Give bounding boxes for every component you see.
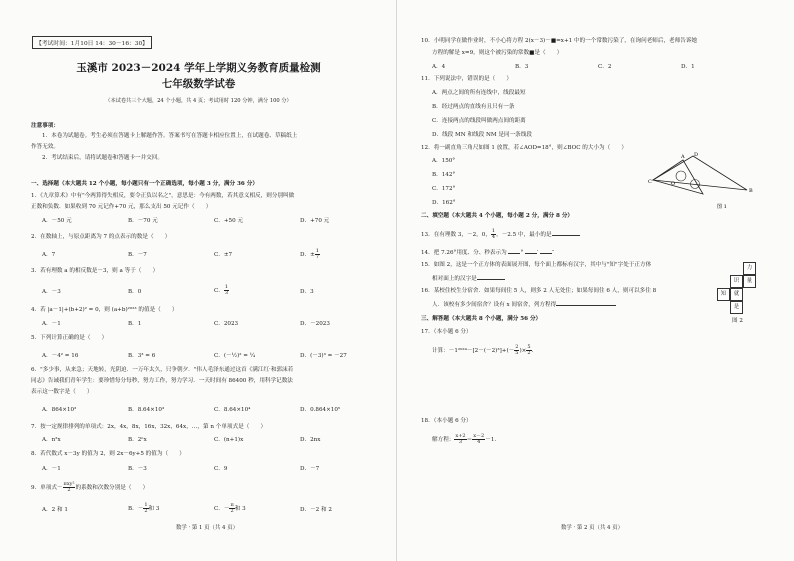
- q14-stem: [421, 248, 554, 257]
- q11-option-b: B．经过两点的直线有且只有一条: [432, 104, 515, 110]
- q12-option-c: C．172°: [432, 186, 456, 192]
- q5-option-d: D．(－3)³ = －27: [300, 353, 347, 359]
- q1-option-b: B．－70 元: [128, 218, 158, 224]
- cube-face-shi: 识: [730, 275, 743, 288]
- q10-stem-line2: 方程的解是 x=9，则这个被污染的常数■是（ ）: [432, 50, 563, 56]
- footer-page-1: 数学 · 第 1 页（共 4 页）: [176, 525, 238, 531]
- footer-page-2: 数学 · 第 2 页（共 4 页）: [561, 525, 623, 531]
- q6-option-a: A．864×10²: [42, 407, 77, 413]
- exam-subtitle: （本试卷共三个大题，24 个小题，共 4 页；考试用时 120 分钟，满分 100 分）: [105, 98, 292, 104]
- q13-prefix: 13．在有理数 3，－2，0，: [421, 232, 491, 238]
- fig1-point-o: O: [671, 181, 676, 187]
- q3-option-c: [214, 285, 229, 296]
- q14-unit-deg: °: [520, 250, 524, 256]
- cube-face-liang: 量: [743, 275, 756, 288]
- q3-option-b: B．0: [128, 289, 142, 295]
- q16-line2-text: 人．该校有多少间宿舍？设有 x 间宿舍，列方程得: [432, 302, 557, 308]
- q16-stem-line1: 16．某校住校生分宿舍．如果每间住 5 人，则多 2 人无处住；如果每间住 6 人，则可以多住 8: [421, 288, 657, 294]
- q10-option-b: B．3: [515, 64, 529, 70]
- q3-c-den: 3: [224, 290, 229, 296]
- q5-option-b: B．3³ = 6: [128, 353, 156, 359]
- q15-answer-blank: [477, 274, 505, 280]
- cube-face-zhi: 知: [717, 288, 730, 301]
- exam-time-box: 【考试时间：1月10日 14：30－16：30】: [32, 36, 152, 49]
- q13-answer-blank: [552, 230, 580, 236]
- q15-stem-line1: 15．如图 2，这是一个正方体的表面展开图，每个面上都标有汉字，其中与"知"字处于正方体: [421, 262, 652, 268]
- q2-option-b: B．－7: [128, 252, 147, 258]
- q9-option-c: [214, 503, 246, 514]
- q16-stem-line2: [432, 300, 616, 309]
- q1-option-c: C．+50 元: [214, 218, 244, 224]
- q9-option-a: A．2 和 1: [42, 507, 68, 513]
- q10-option-a: A．4: [432, 64, 446, 70]
- q18-op: ＝: [466, 437, 473, 443]
- q7-option-a: A．n²x: [42, 437, 61, 443]
- q1-stem-line1: 1．《九章算术》中有"今两算得失相反，要令正负以名之"，意思是：今有两数，若其意义相反，则分别叫做: [31, 193, 295, 199]
- q12-option-b: B．142°: [432, 172, 456, 178]
- q9-c-suffix: 和 3: [234, 506, 246, 512]
- section-1-heading: 一、选择题（本大题共 12 个小题，每小题只有一个正确选项，每小题 3 分，满分 36 分）: [31, 181, 258, 187]
- q2-d-num: 1: [315, 248, 319, 254]
- notes-item-1-cont: 作答无效。: [31, 144, 59, 150]
- q5-stem: 5．下列计算正确的是（ ）: [31, 335, 108, 341]
- q4-stem: 4．若 |a－1|+(b+2)² = 0，则 (a+b)²⁰²³ 的值是（ ）: [31, 307, 178, 313]
- q9-b-den: 2: [144, 508, 148, 514]
- q6-option-c: C．8.64×10⁴: [214, 407, 251, 413]
- q11-option-c: C．连接两点的线段叫做两点间的距离: [432, 118, 526, 124]
- q17-den1: 5: [515, 350, 519, 356]
- q17-expr-suffix: .: [531, 348, 534, 354]
- q18-num2: x－2: [473, 433, 485, 439]
- q9-b-suffix: 和 3: [148, 506, 160, 512]
- q8-option-c: C．9: [214, 466, 228, 472]
- q5-option-c: C．(－½)² = ¼: [214, 353, 256, 359]
- q11-option-a: A．两点之间的所有连线中，线段最短: [432, 90, 526, 96]
- exam-subject-title: 七年级数学试卷: [161, 78, 236, 90]
- section-2-heading: 二、填空题（本大题共 4 个小题，每小题 2 分，满分 8 分）: [421, 213, 574, 219]
- q9-stem-prefix: 9．单项式－: [31, 485, 63, 491]
- q5-option-a: A．－4² = 16: [42, 353, 79, 359]
- q13-num: 1: [491, 228, 496, 234]
- q3-option-c-prefix: C．: [214, 288, 224, 294]
- q9-stem: [31, 482, 148, 493]
- q14-text: 14．把 7.26°用度、分、秒表示为: [421, 250, 507, 256]
- fig1-point-d: D: [694, 152, 699, 158]
- q9-option-d: D．－2 和 2: [300, 507, 332, 513]
- q18-fraction-1: [454, 434, 466, 445]
- q3-option-a: A．－3: [42, 289, 61, 295]
- q9-stem-fraction: [63, 482, 76, 493]
- notes-item-1: 1．本卷为试题卷。考生必须在答题卡上解题作答。答案书写在答题卡相应位置上，在试题卷、草稿纸上: [42, 133, 298, 139]
- q17-num1: 2: [515, 344, 519, 350]
- q2-option-d-prefix: D．±: [300, 252, 315, 258]
- cube-face-shi2: 是: [730, 301, 743, 314]
- notes-heading: 注意事项：: [31, 123, 59, 129]
- q12-stem: 12．将一副直角三角尺如图 1 放置，若∠AOD=18°，则∠BOC 的大小为（ ）: [421, 145, 628, 151]
- section-3-heading: 三、解答题（本大题共 8 个小题，满分 56 分）: [421, 316, 542, 322]
- q9-c-prefix: C．－: [214, 506, 230, 512]
- q14-unit-sec: ″: [552, 250, 555, 256]
- q18-fraction-2: [472, 434, 485, 445]
- q3-c-num: 1: [224, 284, 229, 290]
- q18-equation: [432, 434, 496, 445]
- q2-option-c: C．±7: [214, 252, 233, 258]
- q18-title: 18．（本小题 6 分）: [421, 418, 472, 424]
- q8-option-a: A．－1: [42, 466, 61, 472]
- q3-option-c-fraction: [224, 285, 229, 296]
- q18-den2: 4: [477, 439, 481, 445]
- q6-stem-line3: 表示这一数字是（ ）: [31, 389, 93, 395]
- q6-option-b: B．8.64×10³: [128, 407, 165, 413]
- q4-option-b: B．1: [128, 321, 142, 327]
- q14-blank-min: [525, 248, 537, 254]
- q7-option-d: D．2nx: [300, 437, 321, 443]
- q16-answer-blank: [556, 300, 616, 306]
- fig1-label: 图 1: [717, 204, 727, 210]
- q9-b-num: 1: [144, 502, 148, 508]
- q7-option-c: C．(n+1)x: [214, 437, 244, 443]
- q9-option-b: [128, 503, 159, 514]
- q9-stem-num: πxy²: [63, 481, 75, 487]
- q3-option-d: D．3: [300, 289, 314, 295]
- q8-option-b: B．－3: [128, 466, 147, 472]
- q8-stem: 8．若代数式 x－3y 的值为 2，则 2x－6y+5 的值为（ ）: [31, 451, 185, 457]
- q4-option-a: A．－1: [42, 321, 61, 327]
- exam-title: 玉溪市 2023－2024 学年上学期义务教育质量检测: [76, 62, 321, 74]
- q17-expression: [432, 345, 533, 356]
- q4-option-d: D．－2023: [300, 321, 330, 327]
- fig1-point-b: B: [749, 188, 753, 194]
- q10-stem-line1: 10．小明同学在做作业时，不小心将方程 2(x－3)－■=x+1 中的一个常数污染了，在询问老师后，老师告诉她: [421, 38, 698, 44]
- q3-stem: 3．若有理数 a 的相反数是－3，则 a 等于（ ）: [31, 268, 159, 274]
- q2-option-d: [300, 249, 320, 260]
- q17-den2: 2: [527, 350, 531, 356]
- figure-1-triangles: [647, 150, 757, 220]
- q17-num2: 5: [527, 344, 531, 350]
- fig1-point-c: C: [648, 179, 652, 185]
- q18-suffix: －1.: [485, 437, 497, 443]
- q15-stem-line2: [432, 274, 505, 283]
- cube-face-jiu: 就: [730, 288, 743, 301]
- q18-den1: 3: [458, 439, 463, 445]
- q18-prefix: 解方程：: [432, 437, 455, 443]
- fig1-point-a: A: [681, 154, 685, 160]
- q12-option-d: D．162°: [432, 200, 456, 206]
- triangle-ruler-1: [653, 156, 747, 190]
- page-2: [397, 0, 794, 561]
- q8-option-d: D．－7: [300, 466, 320, 472]
- q15-line2-text: 相对面上的汉字是: [432, 276, 477, 282]
- q1-option-d: D．+70 元: [300, 218, 330, 224]
- q9-stem-den: 2: [67, 487, 71, 493]
- fig2-label: 图 2: [732, 318, 743, 324]
- q13-den: 4: [491, 234, 496, 240]
- q10-option-d: D．1: [681, 64, 695, 70]
- q7-stem: 7．按一定规律排列的单项式：2x，4x，8x，16x，32x，64x，…，第 n 个单项式是（ ）: [31, 424, 267, 430]
- q13-suffix: ，－2.5 中，最小的是: [496, 232, 552, 238]
- q1-option-a: A．－50 元: [42, 218, 72, 224]
- q7-option-b: B．2ⁿx: [128, 437, 147, 443]
- q13-stem: [421, 229, 580, 240]
- notes-item-2: 2．考试结束后，请将试题卷和答题卡一并交回。: [42, 155, 164, 161]
- q9-b-prefix: B．－: [128, 506, 144, 512]
- q14-unit-min: ′: [537, 250, 539, 256]
- q14-blank-deg: [508, 248, 520, 254]
- q18-num1: x+2: [455, 433, 466, 439]
- q1-stem-line2: 正数和负数．如果收到 70 元记作+70 元，那么支出 50 元记作（ ）: [31, 204, 212, 210]
- q17-title: 17．（本小题 6 分）: [421, 329, 472, 335]
- q9-stem-suffix: 的系数和次数分别是（ ）: [75, 485, 149, 491]
- q11-stem: 11．下列说法中，错误的是（ ）: [421, 76, 513, 82]
- q6-stem-line2: 同志》告诫我们青年学生：要珍惜每分每秒，努力工作，努力学习．一天时间有 86400 秒，用科学记数法: [31, 378, 293, 384]
- q9-c-den: 2: [230, 508, 234, 514]
- ruler-hole-1: [676, 171, 686, 181]
- q10-option-c: C．2: [598, 64, 612, 70]
- q4-option-c: C．2023: [214, 321, 239, 327]
- q17-expr-prefix: 计算：－1²⁰²⁴－[2－(－2)³]+(－: [432, 348, 515, 354]
- q6-option-d: D．0.864×10⁵: [300, 407, 341, 413]
- q2-option-a: A．7: [42, 252, 56, 258]
- q2-option-d-fraction: [315, 249, 320, 260]
- q2-d-den: 7: [315, 254, 319, 260]
- cube-face-li: 力: [743, 262, 756, 275]
- q2-stem: 2．在数轴上，与原点距离为 7 的点表示的数是（ ）: [31, 234, 171, 240]
- q6-stem-line1: 6．"多少事，从来急；天地转，光阴迫．一万年太久，只争朝夕．"伟人毛泽东通过这首《满江红·和郭沫若: [31, 367, 294, 373]
- q14-blank-sec: [540, 248, 555, 256]
- q12-option-a: A．150°: [432, 158, 456, 164]
- q17-expr-mid: )×: [519, 348, 527, 354]
- q11-option-d: D．线段 MN 和线段 NM 是同一条线段: [432, 132, 532, 138]
- q9-c-num: π: [230, 502, 234, 508]
